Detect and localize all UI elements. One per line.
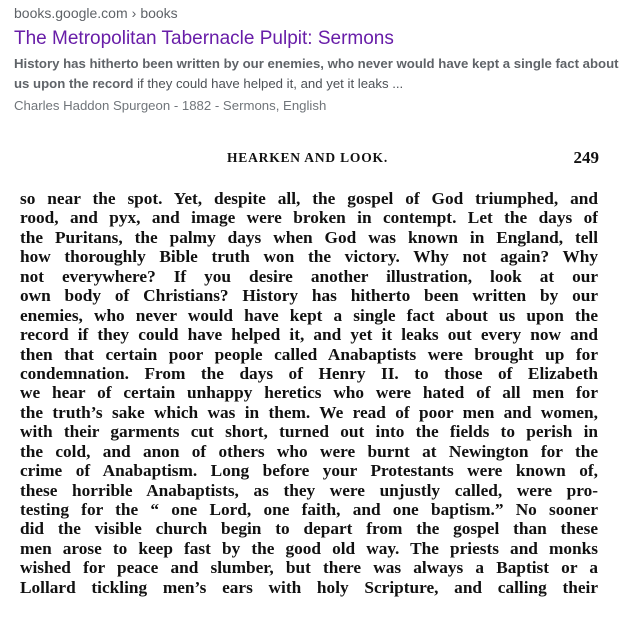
snippet-rest: if they could have helped it, and yet it leaks ... [133, 76, 404, 91]
text-line: Lollard tickling men’s ears with holy Scripture, and calling their [20, 577, 598, 597]
running-head [0, 148, 631, 170]
page-text [20, 189, 598, 597]
page-number: 249 [573, 148, 599, 167]
result-meta: Charles Haddon Spurgeon - 1882 - Sermons, English [14, 98, 327, 113]
text-line: so near the spot. Yet, despite all, the gospel of God triumphed, and [20, 189, 598, 208]
text-line: then that certain poor people called Anabaptists were brought up for [20, 344, 598, 364]
text-line: did the visible church begin to depart from the gospel than these [20, 519, 598, 539]
text-line: men arose to keep fast by the good old way. The priests and monks [20, 538, 598, 558]
text-line: own body of Christians? History has hitherto been written by our [20, 286, 598, 306]
text-line: these horrible Anabaptists, as they were unjustly called, were pro- [20, 480, 598, 500]
breadcrumb[interactable] [14, 4, 619, 22]
text-line: condemnation. From the days of Henry II. to those of Elizabeth [20, 363, 598, 383]
text-line: record if they could have helped it, and yet it leaks out every now and [20, 325, 598, 345]
text-line: the truth’s sake which was in them. We read of poor men and women, [20, 402, 598, 422]
text-line: with their garments cut short, turned out into the fields to perish in [20, 422, 598, 442]
text-line: not everywhere? If you desire another illustration, look at our [20, 266, 598, 286]
text-line: crime of Anabaptism. Long before your Protestants were known of, [20, 461, 598, 481]
snippet-highlight: History has hitherto been written by our enemies, who never would have kept a single fact about us upon the record [14, 56, 619, 91]
breadcrumb-domain: books.google.com [14, 5, 128, 21]
text-line: the cold, and anon of others who were burnt at Newington for the [20, 441, 598, 461]
search-result [14, 4, 619, 116]
text-line: testing for the “ one Lord, one faith, and one baptism.” No sooner [20, 500, 598, 519]
text-line: how thoroughly Bible truth won the victory. Why not again? Why [20, 247, 598, 267]
text-line: enemies, who never would have kept a single fact about us upon the [20, 305, 598, 325]
text-line: we hear of certain unhappy heretics who were hated of all men for [20, 383, 598, 403]
breadcrumb-path: books [140, 5, 178, 21]
text-line: wished for peace and slumber, but there was always a Baptist or a [20, 558, 598, 578]
result-snippet [14, 54, 619, 94]
running-head-title: HEARKEN AND LOOK. [227, 150, 388, 165]
breadcrumb-separator: › [131, 5, 137, 21]
text-line: the Puritans, the palmy days when God was known in England, tell [20, 227, 598, 247]
book-page-scan[interactable] [0, 138, 631, 625]
result-title-link[interactable]: The Metropolitan Tabernacle Pulpit: Sermons [14, 28, 394, 49]
text-line: rood, and pyx, and image were broken in contempt. Let the days of [20, 208, 598, 228]
